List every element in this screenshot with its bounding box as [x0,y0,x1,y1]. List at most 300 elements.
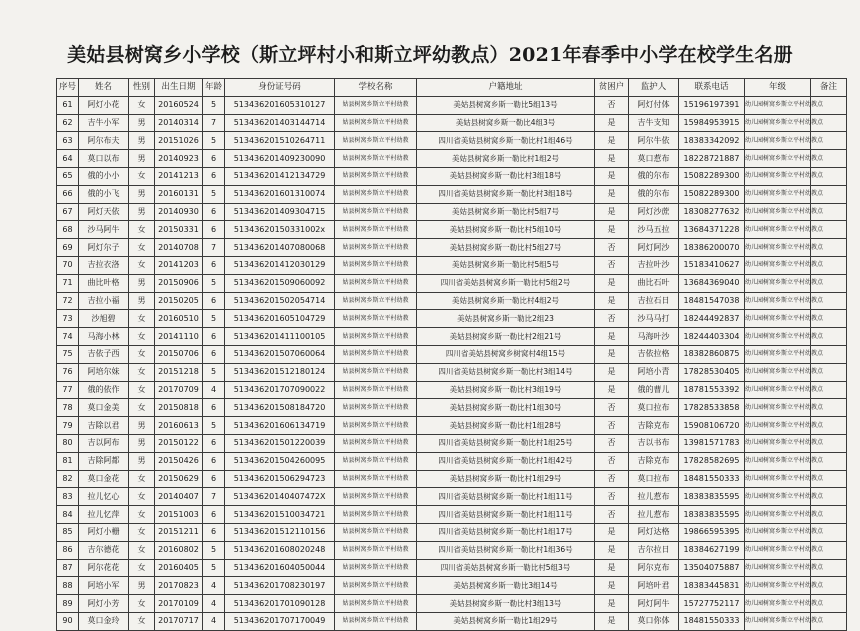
cell-poverty: 是 [595,577,629,595]
cell-school: 姑县树窝乡斯立平村幼教 [335,470,417,488]
cell-index: 81 [57,452,79,470]
cell-age: 4 [203,612,225,630]
cell-poverty: 是 [595,203,629,221]
cell-school: 姑县树窝乡斯立平村幼教 [335,114,417,132]
cell-phone: 18382860875 [679,345,745,363]
cell-phone: 18383835595 [679,506,745,524]
cell-gender: 女 [129,256,155,274]
cell-gender: 女 [129,541,155,559]
header-grade: 年级 [745,79,811,97]
cell-poverty: 是 [595,345,629,363]
cell-guardian: 阿灯阿牛 [629,595,679,613]
cell-index: 75 [57,345,79,363]
cell-birthdate: 20151003 [155,506,203,524]
cell-index: 66 [57,185,79,203]
table-row [57,274,847,292]
cell-phone: 18386200070 [679,239,745,257]
cell-poverty: 否 [595,488,629,506]
cell-grade: 幼儿园树窝乡斯立平村幼教点 [745,434,811,452]
cell-phone: 19866595395 [679,523,745,541]
cell-poverty: 否 [595,239,629,257]
cell-school: 姑县树窝乡斯立平村幼教 [335,292,417,310]
cell-birthdate: 20160131 [155,185,203,203]
cell-poverty: 否 [595,399,629,417]
header-age: 年龄 [203,79,225,97]
cell-id-number: 513436201605310127 [225,96,335,114]
cell-phone: 15183410627 [679,256,745,274]
cell-guardian: 阿灯达格 [629,523,679,541]
cell-poverty: 是 [595,221,629,239]
cell-poverty: 否 [595,310,629,328]
table-row [57,167,847,185]
cell-name: 吉拉小福 [79,292,129,310]
cell-birthdate: 20170109 [155,595,203,613]
cell-birthdate: 20150331 [155,221,203,239]
cell-phone: 18781553392 [679,381,745,399]
cell-id-number: 513436201509060092 [225,274,335,292]
cell-name: 吉依子西 [79,345,129,363]
table-row [57,150,847,168]
cell-grade: 幼儿园树窝乡斯立平村幼教点 [745,114,811,132]
cell-gender: 女 [129,363,155,381]
cell-name: 俄的小飞 [79,185,129,203]
cell-id-number: 513436201510034721 [225,506,335,524]
cell-address: 美姑县树窝乡斯一勒比村4组2号 [417,292,595,310]
cell-grade: 幼儿园树窝乡斯立平村幼教点 [745,417,811,435]
cell-guardian: 阿尔克布 [629,559,679,577]
cell-address: 美姑县树窝乡斯一勒比村1组2号 [417,150,595,168]
cell-id-number: 513436201502054714 [225,292,335,310]
cell-grade: 幼儿园树窝乡斯立平村幼教点 [745,381,811,399]
cell-phone: 13684369040 [679,274,745,292]
cell-poverty: 是 [595,612,629,630]
cell-id-number: 513436201409230090 [225,150,335,168]
cell-guardian: 阿尔牛依 [629,132,679,150]
table-row [57,185,847,203]
table-row [57,221,847,239]
cell-age: 6 [203,523,225,541]
table-row [57,595,847,613]
cell-guardian: 阿培叶君 [629,577,679,595]
cell-age: 5 [203,132,225,150]
header-phone: 联系电话 [679,79,745,97]
cell-address: 美姑县树窝乡斯一勒比3组14号 [417,577,595,595]
cell-grade: 幼儿园树窝乡斯立平村幼教点 [745,167,811,185]
cell-address: 美姑县树窝乡斯一勒比村1组28号 [417,417,595,435]
cell-id-number: 513436201604050044 [225,559,335,577]
header-school: 学校名称 [335,79,417,97]
cell-gender: 女 [129,470,155,488]
cell-birthdate: 20150426 [155,452,203,470]
cell-age: 5 [203,310,225,328]
table-row [57,381,847,399]
cell-school: 姑县树窝乡斯立平村幼教 [335,417,417,435]
cell-index: 86 [57,541,79,559]
student-roster-table [56,78,847,631]
cell-gender: 女 [129,96,155,114]
cell-birthdate: 20160524 [155,96,203,114]
cell-gender: 女 [129,221,155,239]
table-header-row [57,79,847,97]
cell-address: 四川省美姑县树窝乡斯一勒比村1组42号 [417,452,595,470]
header-name: 姓名 [79,79,129,97]
cell-poverty: 否 [595,434,629,452]
cell-phone: 18244492837 [679,310,745,328]
cell-address: 四川省美姑县树窝乡树窝村4组15号 [417,345,595,363]
cell-guardian: 吉牛支知 [629,114,679,132]
cell-phone: 18383445831 [679,577,745,595]
cell-school: 姑县树窝乡斯立平村幼教 [335,96,417,114]
cell-age: 6 [203,328,225,346]
table-row [57,256,847,274]
cell-grade: 幼儿园树窝乡斯立平村幼教点 [745,399,811,417]
cell-age: 5 [203,417,225,435]
cell-name: 吉除阿都 [79,452,129,470]
cell-age: 5 [203,541,225,559]
cell-school: 姑县树窝乡斯立平村幼教 [335,150,417,168]
cell-address: 美姑县树窝乡斯一勒比2组23 [417,310,595,328]
cell-address: 美姑县树窝乡斯一勒比村3组13号 [417,595,595,613]
cell-id-number: 513436201606134719 [225,417,335,435]
cell-poverty: 是 [595,559,629,577]
cell-index: 79 [57,417,79,435]
cell-address: 美姑县树窝乡斯一勒比村2组21号 [417,328,595,346]
cell-school: 姑县树窝乡斯立平村幼教 [335,221,417,239]
cell-birthdate: 20150706 [155,345,203,363]
cell-age: 6 [203,452,225,470]
cell-grade: 幼儿园树窝乡斯立平村幼教点 [745,559,811,577]
cell-school: 姑县树窝乡斯立平村幼教 [335,434,417,452]
cell-gender: 女 [129,488,155,506]
student-roster-sheet [56,78,846,631]
cell-grade: 幼儿园树窝乡斯立平村幼教点 [745,203,811,221]
cell-id-number: 513436201411100105 [225,328,335,346]
cell-age: 6 [203,256,225,274]
cell-id-number: 513436201409304715 [225,203,335,221]
cell-id-number: 513436201403144714 [225,114,335,132]
cell-index: 76 [57,363,79,381]
cell-gender: 男 [129,452,155,470]
cell-phone: 18244403304 [679,328,745,346]
cell-grade: 幼儿园树窝乡斯立平村幼教点 [745,488,811,506]
cell-grade: 幼儿园树窝乡斯立平村幼教点 [745,150,811,168]
table-row [57,506,847,524]
cell-guardian: 吉尔拉日 [629,541,679,559]
cell-age: 6 [203,470,225,488]
cell-address: 美姑县树窝乡斯一勒比村5组5号 [417,256,595,274]
header-birthdate: 出生日期 [155,79,203,97]
cell-birthdate: 20140923 [155,150,203,168]
cell-index: 71 [57,274,79,292]
table-row [57,612,847,630]
cell-phone: 15984953915 [679,114,745,132]
cell-age: 6 [203,399,225,417]
cell-address: 四川省美姑县树窝乡斯一勒比村1组17号 [417,523,595,541]
cell-age: 6 [203,292,225,310]
cell-grade: 幼儿园树窝乡斯立平村幼教点 [745,256,811,274]
cell-name: 阿培尔妹 [79,363,129,381]
table-row [57,203,847,221]
cell-gender: 女 [129,523,155,541]
cell-id-number: 51343620150331002x [225,221,335,239]
cell-id-number: 513436201407080068 [225,239,335,257]
cell-guardian: 俄的尔布 [629,185,679,203]
cell-guardian: 沙马五拉 [629,221,679,239]
cell-name: 莫口金花 [79,470,129,488]
cell-gender: 女 [129,328,155,346]
cell-age: 6 [203,506,225,524]
cell-age: 5 [203,96,225,114]
cell-birthdate: 20150818 [155,399,203,417]
cell-grade: 幼儿园树窝乡斯立平村幼教点 [745,185,811,203]
table-row [57,114,847,132]
cell-address: 四川省美姑县树窝乡斯一勒比村5组2号 [417,274,595,292]
cell-name: 阿灯小花 [79,96,129,114]
cell-gender: 女 [129,595,155,613]
cell-index: 88 [57,577,79,595]
cell-address: 美姑县树窝乡斯一勒比村1组29号 [417,470,595,488]
cell-birthdate: 20170717 [155,612,203,630]
cell-address: 美姑县树窝乡斯一勒比村5组7号 [417,203,595,221]
cell-address: 四川省美姑县树窝乡斯一勒比村1组11号 [417,506,595,524]
cell-birthdate: 20160510 [155,310,203,328]
cell-age: 5 [203,185,225,203]
cell-guardian: 阿培小青 [629,363,679,381]
cell-school: 姑县树窝乡斯立平村幼教 [335,274,417,292]
cell-school: 姑县树窝乡斯立平村幼教 [335,452,417,470]
cell-index: 69 [57,239,79,257]
cell-gender: 女 [129,310,155,328]
cell-school: 姑县树窝乡斯立平村幼教 [335,345,417,363]
cell-name: 阿培小军 [79,577,129,595]
cell-id-number: 513436201512180124 [225,363,335,381]
cell-age: 6 [203,167,225,185]
table-row [57,328,847,346]
cell-name: 拉儿忆心 [79,488,129,506]
table-row [57,132,847,150]
cell-poverty: 否 [595,506,629,524]
cell-gender: 女 [129,239,155,257]
cell-guardian: 俄的曹儿 [629,381,679,399]
cell-poverty: 是 [595,132,629,150]
cell-birthdate: 20140708 [155,239,203,257]
cell-gender: 男 [129,185,155,203]
table-row [57,559,847,577]
cell-name: 阿尔花花 [79,559,129,577]
cell-age: 5 [203,363,225,381]
cell-gender: 男 [129,132,155,150]
cell-id-number: 513436201508184720 [225,399,335,417]
header-remarks: 备注 [811,79,847,97]
cell-index: 84 [57,506,79,524]
cell-gender: 男 [129,292,155,310]
cell-phone: 13684371228 [679,221,745,239]
cell-phone: 18481550333 [679,470,745,488]
cell-gender: 女 [129,345,155,363]
cell-gender: 男 [129,150,155,168]
cell-index: 72 [57,292,79,310]
table-row [57,541,847,559]
cell-id-number: 513436201510264711 [225,132,335,150]
cell-guardian: 沙马马打 [629,310,679,328]
cell-guardian: 吉依拉格 [629,345,679,363]
cell-id-number: 513436201512110156 [225,523,335,541]
table-row [57,310,847,328]
cell-index: 77 [57,381,79,399]
cell-age: 6 [203,434,225,452]
cell-guardian: 拉儿惹布 [629,506,679,524]
cell-poverty: 是 [595,541,629,559]
cell-grade: 幼儿园树窝乡斯立平村幼教点 [745,595,811,613]
cell-index: 82 [57,470,79,488]
cell-name: 俄的小小 [79,167,129,185]
cell-gender: 女 [129,612,155,630]
table-row [57,417,847,435]
cell-birthdate: 20141110 [155,328,203,346]
cell-poverty: 是 [595,150,629,168]
cell-age: 4 [203,595,225,613]
cell-gender: 男 [129,114,155,132]
cell-name: 阿灯尔子 [79,239,129,257]
table-row [57,434,847,452]
cell-id-number: 513436201412134729 [225,167,335,185]
cell-gender: 男 [129,577,155,595]
cell-age: 7 [203,114,225,132]
cell-name: 曲比叶格 [79,274,129,292]
cell-address: 四川省美姑县树窝乡斯一勒比村1组46号 [417,132,595,150]
cell-school: 姑县树窝乡斯立平村幼教 [335,256,417,274]
cell-index: 90 [57,612,79,630]
table-row [57,96,847,114]
cell-grade: 幼儿园树窝乡斯立平村幼教点 [745,612,811,630]
cell-name: 阿灯天依 [79,203,129,221]
table-row [57,363,847,381]
cell-name: 莫口以布 [79,150,129,168]
cell-index: 64 [57,150,79,168]
cell-address: 四川省美姑县树窝乡斯一勒比村3组14号 [417,363,595,381]
cell-index: 67 [57,203,79,221]
cell-phone: 18481547038 [679,292,745,310]
cell-poverty: 否 [595,96,629,114]
cell-id-number: 513436201412030129 [225,256,335,274]
cell-id-number: 513436201501220039 [225,434,335,452]
cell-address: 美姑县树窝乡斯一勒比村3组19号 [417,381,595,399]
cell-age: 4 [203,577,225,595]
cell-grade: 幼儿园树窝乡斯立平村幼教点 [745,221,811,239]
cell-school: 姑县树窝乡斯立平村幼教 [335,310,417,328]
cell-poverty: 是 [595,363,629,381]
cell-phone: 13504075887 [679,559,745,577]
cell-age: 5 [203,559,225,577]
cell-name: 吉除以君 [79,417,129,435]
cell-grade: 幼儿园树窝乡斯立平村幼教点 [745,577,811,595]
cell-school: 姑县树窝乡斯立平村幼教 [335,399,417,417]
cell-index: 89 [57,595,79,613]
cell-birthdate: 20140930 [155,203,203,221]
cell-guardian: 阿灯阿沙 [629,239,679,257]
cell-phone: 15196197391 [679,96,745,114]
table-row [57,523,847,541]
cell-name: 吉拉衣洛 [79,256,129,274]
cell-phone: 13981571783 [679,434,745,452]
cell-phone: 17828533858 [679,399,745,417]
cell-gender: 男 [129,417,155,435]
cell-poverty: 是 [595,292,629,310]
cell-grade: 幼儿园树窝乡斯立平村幼教点 [745,452,811,470]
cell-grade: 幼儿园树窝乡斯立平村幼教点 [745,506,811,524]
cell-birthdate: 20140407 [155,488,203,506]
cell-name: 拉儿忆萍 [79,506,129,524]
header-id-number: 身份证号码 [225,79,335,97]
cell-grade: 幼儿园树窝乡斯立平村幼教点 [745,523,811,541]
cell-birthdate: 20170823 [155,577,203,595]
cell-school: 姑县树窝乡斯立平村幼教 [335,595,417,613]
cell-grade: 幼儿园树窝乡斯立平村幼教点 [745,363,811,381]
cell-school: 姑县树窝乡斯立平村幼教 [335,185,417,203]
cell-gender: 女 [129,381,155,399]
cell-name: 吉以阿布 [79,434,129,452]
cell-gender: 女 [129,399,155,417]
document-title: 美姑县树窝乡小学校（斯立坪村小和斯立坪幼教点）2021年春季中小学在校学生名册 [67,44,793,66]
cell-gender: 女 [129,506,155,524]
cell-birthdate: 20160802 [155,541,203,559]
cell-index: 65 [57,167,79,185]
cell-grade: 幼儿园树窝乡斯立平村幼教点 [745,470,811,488]
cell-poverty: 否 [595,417,629,435]
header-gender: 性别 [129,79,155,97]
cell-phone: 18308277632 [679,203,745,221]
cell-phone: 18481550333 [679,612,745,630]
cell-age: 6 [203,345,225,363]
cell-index: 74 [57,328,79,346]
cell-poverty: 是 [595,185,629,203]
cell-address: 四川省美姑县树窝乡斯一勒比村1组25号 [417,434,595,452]
cell-birthdate: 20160405 [155,559,203,577]
cell-name: 阿灯小芳 [79,595,129,613]
cell-school: 姑县树窝乡斯立平村幼教 [335,506,417,524]
cell-index: 62 [57,114,79,132]
table-row [57,239,847,257]
cell-address: 美姑县树窝乡斯一勒比5组13号 [417,96,595,114]
cell-grade: 幼儿园树窝乡斯立平村幼教点 [745,292,811,310]
cell-birthdate: 20141213 [155,167,203,185]
cell-school: 姑县树窝乡斯立平村幼教 [335,132,417,150]
cell-id-number: 513436201708230197 [225,577,335,595]
cell-gender: 男 [129,203,155,221]
cell-school: 姑县树窝乡斯立平村幼教 [335,381,417,399]
cell-grade: 幼儿园树窝乡斯立平村幼教点 [745,345,811,363]
cell-gender: 男 [129,274,155,292]
cell-school: 姑县树窝乡斯立平村幼教 [335,363,417,381]
cell-index: 70 [57,256,79,274]
cell-name: 吉尔德花 [79,541,129,559]
cell-index: 63 [57,132,79,150]
cell-birthdate: 20151211 [155,523,203,541]
cell-index: 68 [57,221,79,239]
cell-age: 6 [203,221,225,239]
header-index: 序号 [57,79,79,97]
cell-address: 四川省美姑县树窝乡斯一勒比村3组18号 [417,185,595,203]
cell-name: 阿尔布夫 [79,132,129,150]
cell-id-number: 513436201608020248 [225,541,335,559]
cell-birthdate: 20170709 [155,381,203,399]
cell-name: 莫口金玲 [79,612,129,630]
cell-grade: 幼儿园树窝乡斯立平村幼教点 [745,96,811,114]
cell-poverty: 是 [595,274,629,292]
cell-school: 姑县树窝乡斯立平村幼教 [335,203,417,221]
cell-id-number: 513436201707170049 [225,612,335,630]
cell-name: 俄的依作 [79,381,129,399]
